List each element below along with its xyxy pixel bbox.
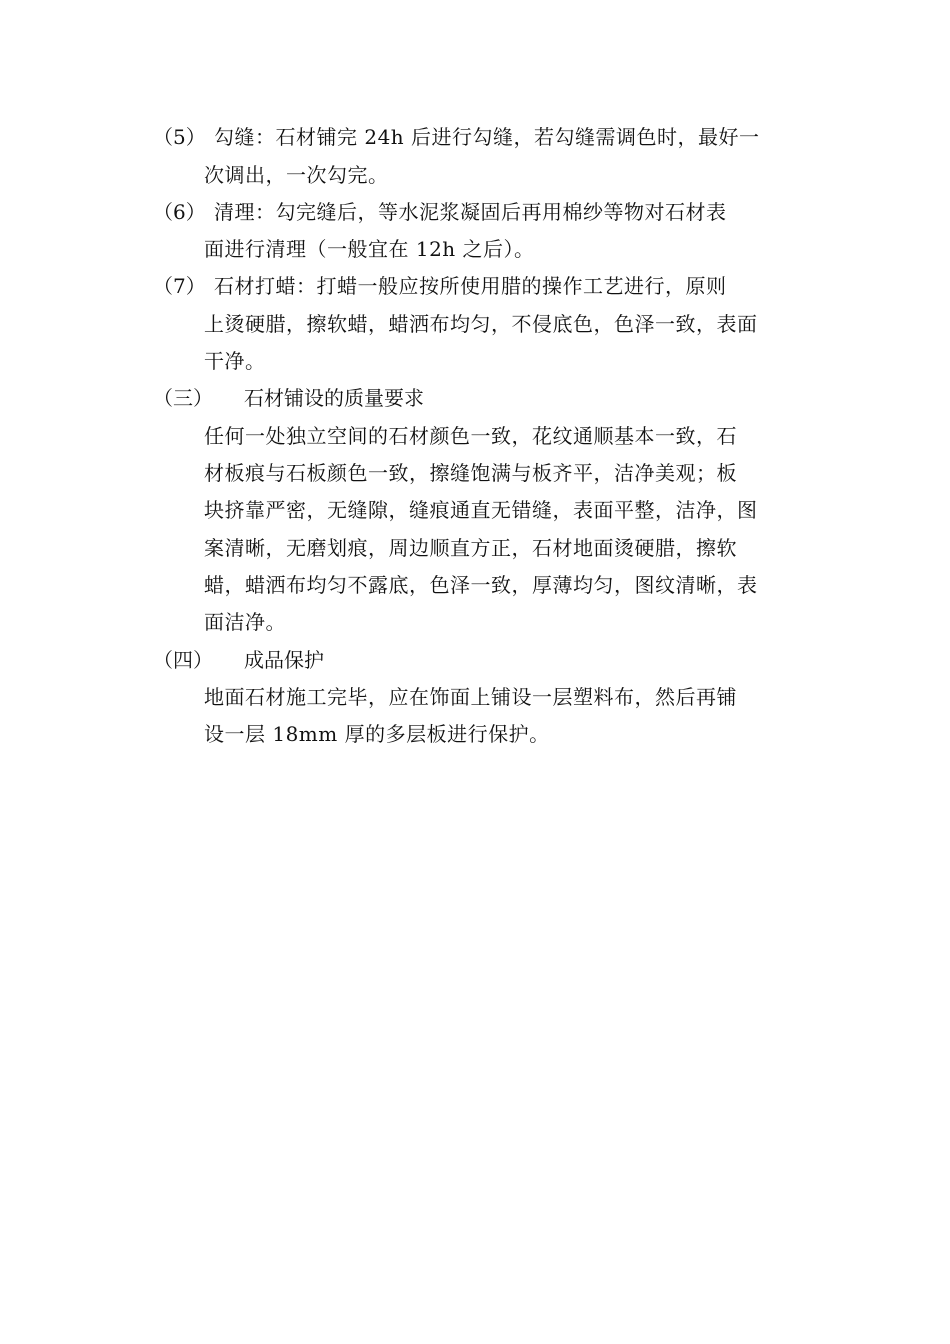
item-7-marker: （7） (153, 274, 206, 298)
section-4-line: 设一层 18mm 厚的多层板进行保护。 (204, 722, 550, 746)
item-7-text: 石材打蜡：打蜡一般应按所使用腊的操作工艺进行，原则 (214, 274, 727, 298)
section-4-line: 地面石材施工完毕，应在饰面上铺设一层塑料布，然后再铺 (204, 685, 737, 709)
section-3-line: 蜡，蜡洒布均匀不露底，色泽一致，厚薄均匀，图纹清晰，表 (204, 573, 758, 597)
section-3-line: 块挤靠严密，无缝隙，缝痕通直无错缝，表面平整，洁净，图 (204, 498, 758, 522)
section-4-title: 成品保护 (244, 648, 324, 672)
item-5-text: 勾缝：石材铺完 24h 后进行勾缝，若勾缝需调色时，最好一 (214, 125, 760, 149)
item-5-continuation: 次调出，一次勾完。 (204, 163, 389, 187)
item-6-continuation: 面进行清理（一般宜在 12h 之后）。 (204, 237, 535, 261)
item-7-continuation: 上烫硬腊，擦软蜡，蜡洒布均匀，不侵底色，色泽一致，表面 (204, 312, 758, 336)
section-3-line: 案清晰，无磨划痕，周边顺直方正，石材地面烫硬腊，擦软 (204, 536, 737, 560)
section-3-line: 任何一处独立空间的石材颜色一致，花纹通顺基本一致，石 (204, 424, 737, 448)
section-3-title: 石材铺设的质量要求 (244, 386, 424, 410)
section-4-marker: （四） (153, 648, 213, 672)
item-7-continuation: 干净。 (204, 349, 266, 373)
section-3-line: 面洁净。 (204, 610, 286, 634)
item-5-marker: （5） (153, 125, 206, 149)
section-3-marker: （三） (153, 386, 213, 410)
item-6-text: 清理：勾完缝后，等水泥浆凝固后再用棉纱等物对石材表 (214, 200, 727, 224)
item-6-marker: （6） (153, 200, 206, 224)
section-3-line: 材板痕与石板颜色一致，擦缝饱满与板齐平，洁净美观；板 (204, 461, 737, 485)
